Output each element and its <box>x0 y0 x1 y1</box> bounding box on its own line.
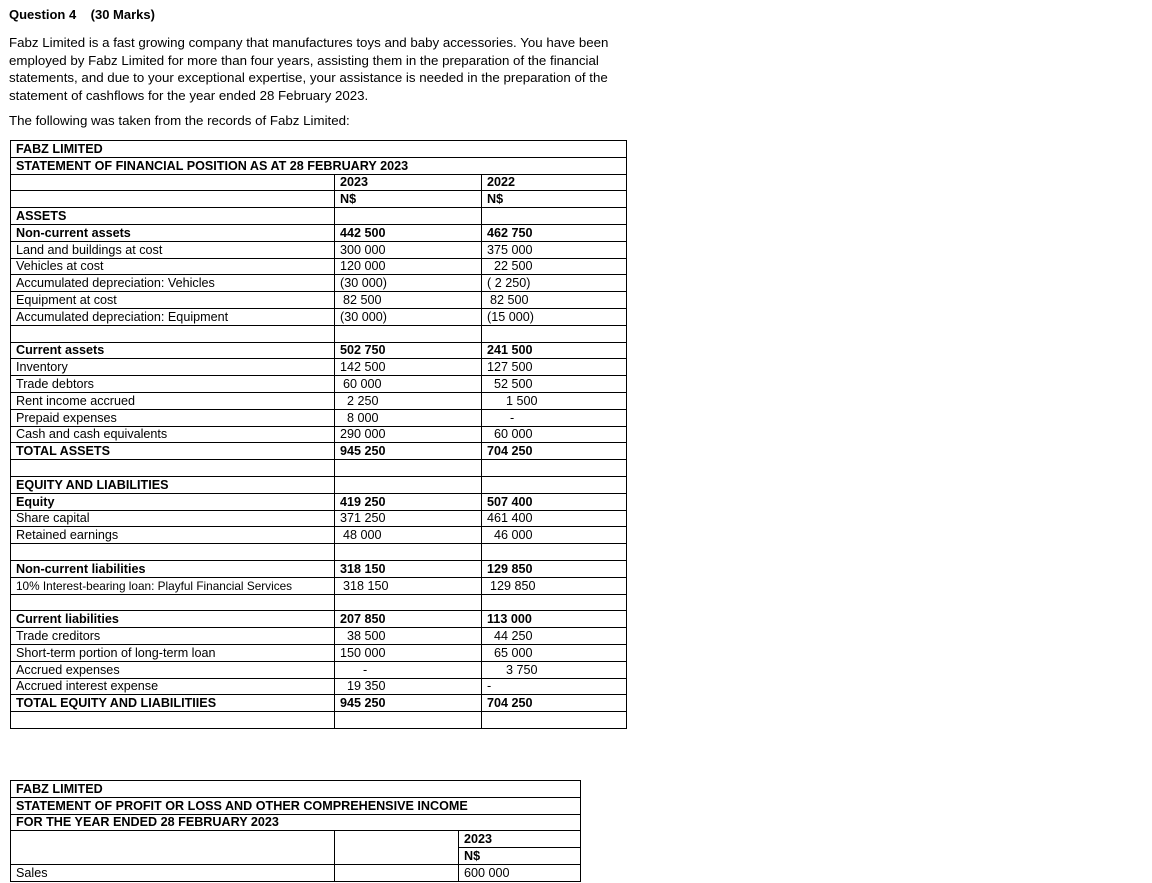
row-label: Vehicles at cost <box>11 258 335 275</box>
value-2023: 207 850 <box>335 611 482 628</box>
table-row <box>11 864 581 881</box>
pl-title-row <box>11 797 581 814</box>
pl-year-row <box>11 831 581 848</box>
eq-liab-heading: EQUITY AND LIABILITIES <box>11 476 335 493</box>
sales-value: 600 000 <box>459 864 581 881</box>
value-2023: 318 150 <box>335 577 482 594</box>
question-marks: (30 Marks) <box>90 7 155 22</box>
profit-loss-table <box>10 780 581 882</box>
value-2023: 38 500 <box>335 628 482 645</box>
pl-period: FOR THE YEAR ENDED 28 FEBRUARY 2023 <box>11 814 581 831</box>
assets-heading: ASSETS <box>11 208 335 225</box>
value-2023: (30 000) <box>335 275 482 292</box>
table-row <box>11 611 627 628</box>
table-row <box>11 208 627 225</box>
value-2023: 2 250 <box>335 392 482 409</box>
value-2023: 142 500 <box>335 359 482 376</box>
value-2022: 704 250 <box>482 443 627 460</box>
value-2022: - <box>482 409 627 426</box>
table-row <box>11 308 627 325</box>
value-2022: 461 400 <box>482 510 627 527</box>
value-2022: 52 500 <box>482 376 627 393</box>
table-row <box>11 493 627 510</box>
sfp-title: STATEMENT OF FINANCIAL POSITION AS AT 28 FEBRUARY 2023 <box>11 157 627 174</box>
row-label: Equity <box>11 493 335 510</box>
table-row <box>11 258 627 275</box>
sfp-currency-2022: N$ <box>482 191 627 208</box>
row-label: Trade creditors <box>11 628 335 645</box>
table-row <box>11 644 627 661</box>
row-label: Inventory <box>11 359 335 376</box>
pl-period-row <box>11 814 581 831</box>
value-2023: 371 250 <box>335 510 482 527</box>
sfp-company-row <box>11 141 627 158</box>
table-row <box>11 342 627 359</box>
pl-col-2023: 2023 <box>459 831 581 848</box>
value-2022: 22 500 <box>482 258 627 275</box>
pl-currency-row <box>11 848 581 865</box>
table-row <box>11 460 627 477</box>
value-2023: 82 500 <box>335 292 482 309</box>
value-2022: 60 000 <box>482 426 627 443</box>
row-label: Accumulated depreciation: Vehicles <box>11 275 335 292</box>
row-label: TOTAL ASSETS <box>11 443 335 460</box>
table-row <box>11 392 627 409</box>
row-label: Retained earnings <box>11 527 335 544</box>
row-label: Equipment at cost <box>11 292 335 309</box>
pl-currency: N$ <box>459 848 581 865</box>
value-2023: 945 250 <box>335 443 482 460</box>
row-label: Share capital <box>11 510 335 527</box>
sfp-currency-row <box>11 191 627 208</box>
table-row <box>11 325 627 342</box>
value-2023: 442 500 <box>335 224 482 241</box>
sfp-company: FABZ LIMITED <box>11 141 627 158</box>
value-2023: 945 250 <box>335 695 482 712</box>
value-2023: 48 000 <box>335 527 482 544</box>
row-label: Accrued interest expense <box>11 678 335 695</box>
row-label: Trade debtors <box>11 376 335 393</box>
table-row <box>11 241 627 258</box>
sfp-year-row <box>11 174 627 191</box>
table-row <box>11 510 627 527</box>
following-text: The following was taken from the records of Fabz Limited: <box>9 113 350 128</box>
value-2022: 129 850 <box>482 560 627 577</box>
sfp-currency-2023: N$ <box>335 191 482 208</box>
pl-company-row <box>11 781 581 798</box>
table-row <box>11 224 627 241</box>
row-label: Non-current liabilities <box>11 560 335 577</box>
sfp-title-row <box>11 157 627 174</box>
value-2022: 129 850 <box>482 577 627 594</box>
table-row <box>11 628 627 645</box>
table-row <box>11 409 627 426</box>
value-2022: 375 000 <box>482 241 627 258</box>
value-2022: 46 000 <box>482 527 627 544</box>
pl-company: FABZ LIMITED <box>11 781 581 798</box>
table-row <box>11 359 627 376</box>
value-2023: 150 000 <box>335 644 482 661</box>
table-row <box>11 678 627 695</box>
table-row <box>11 560 627 577</box>
row-label: Short-term portion of long-term loan <box>11 644 335 661</box>
table-row <box>11 292 627 309</box>
value-2022: 241 500 <box>482 342 627 359</box>
question-number: Question 4 <box>9 7 77 22</box>
value-2022: 65 000 <box>482 644 627 661</box>
table-row <box>11 594 627 611</box>
value-2022: 44 250 <box>482 628 627 645</box>
table-row <box>11 275 627 292</box>
value-2022: 3 750 <box>482 661 627 678</box>
row-label: Accumulated depreciation: Equipment <box>11 308 335 325</box>
value-2022: 127 500 <box>482 359 627 376</box>
value-2023: 318 150 <box>335 560 482 577</box>
intro-paragraph: Fabz Limited is a fast growing company that manufactures toys and baby accessories. You have been employed by Fabz Limited for more than four years, assisting them in the preparation of the financial statements, and due to your exceptional expertise, your assistance is needed in the preparation of the statement of cashflows for the year ended 28 February 2023. <box>9 35 609 103</box>
row-label: Prepaid expenses <box>11 409 335 426</box>
row-label: TOTAL EQUITY AND LIABILITIIES <box>11 695 335 712</box>
value-2022: ( 2 250) <box>482 275 627 292</box>
value-2023: 290 000 <box>335 426 482 443</box>
row-label: Accrued expenses <box>11 661 335 678</box>
value-2022: 462 750 <box>482 224 627 241</box>
table-row <box>11 476 627 493</box>
table-row <box>11 376 627 393</box>
value-2023: 19 350 <box>335 678 482 695</box>
row-label: Current liabilities <box>11 611 335 628</box>
value-2023: 120 000 <box>335 258 482 275</box>
value-2022: 113 000 <box>482 611 627 628</box>
value-2022: 1 500 <box>482 392 627 409</box>
financial-position-table <box>10 140 627 729</box>
table-row <box>11 443 627 460</box>
table-row <box>11 712 627 729</box>
value-2022: 507 400 <box>482 493 627 510</box>
sfp-col-2022: 2022 <box>482 174 627 191</box>
row-label: Rent income accrued <box>11 392 335 409</box>
table-row <box>11 426 627 443</box>
value-2022: 82 500 <box>482 292 627 309</box>
pl-title: STATEMENT OF PROFIT OR LOSS AND OTHER COMPREHENSIVE INCOME <box>11 797 581 814</box>
value-2022: - <box>482 678 627 695</box>
question-title <box>9 7 155 22</box>
table-row <box>11 527 627 544</box>
value-2023: 8 000 <box>335 409 482 426</box>
row-label: 10% Interest-bearing loan: Playful Financial Services <box>11 577 335 594</box>
table-row <box>11 695 627 712</box>
row-label: Land and buildings at cost <box>11 241 335 258</box>
value-2023: 60 000 <box>335 376 482 393</box>
row-label: Cash and cash equivalents <box>11 426 335 443</box>
sales-label: Sales <box>11 864 335 881</box>
table-row <box>11 661 627 678</box>
value-2022: (15 000) <box>482 308 627 325</box>
value-2023: 419 250 <box>335 493 482 510</box>
value-2023: 300 000 <box>335 241 482 258</box>
table-row <box>11 577 627 594</box>
value-2023: - <box>335 661 482 678</box>
value-2023: 502 750 <box>335 342 482 359</box>
row-label: Current assets <box>11 342 335 359</box>
sfp-col-2023: 2023 <box>335 174 482 191</box>
value-2023: (30 000) <box>335 308 482 325</box>
value-2022: 704 250 <box>482 695 627 712</box>
row-label: Non-current assets <box>11 224 335 241</box>
table-row <box>11 544 627 561</box>
